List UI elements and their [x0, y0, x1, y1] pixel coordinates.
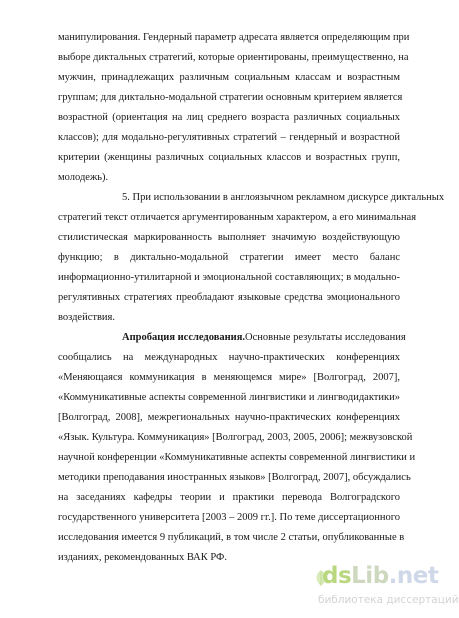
text-line: возрастной (ориентация на лиц среднего возраста различных социальных [58, 112, 400, 123]
logo-ds: ds [322, 563, 352, 589]
text-line: воздействия. [58, 312, 115, 323]
text-line: «Язык. Культура. Коммуникация» [Волгоград, 2003, 2005, 2006]; межвузовской [58, 432, 413, 443]
dslib-watermark [318, 563, 459, 618]
text-line: научной конференции «Коммуникативные аспекты современной лингвистики и [58, 452, 416, 463]
paragraph-first-line [122, 328, 406, 348]
watermark-logo [322, 563, 438, 589]
text-line: регулятивных стратегиях преобладают языковые средства эмоционального [58, 292, 400, 303]
text-line: стилистическая маркированность выполняет значимую воздействующую [58, 232, 400, 243]
logo-lib: Lib [351, 563, 389, 589]
text-line: «Коммуникативные аспекты современной лингвистики и лингводидактики» [58, 392, 400, 403]
text-line: государственного университета [2003 – 2009 гг.]. По теме диссертационного [58, 512, 400, 523]
logo-net: .net [388, 563, 439, 589]
text-line: информационно-утилитарной и эмоциональной составляющих; в модально- [58, 272, 400, 283]
watermark-subtitle: библиотека диссертаций [318, 594, 459, 606]
text-line: выборе диктальных стратегий, которые ориентированы, преимущественно, на [58, 52, 409, 63]
text-line: манипулирования. Гендерный параметр адресата является определяющим при [58, 32, 410, 43]
text-line: исследования имеется 9 публикаций, в том числе 2 статьи, опубликованные в [58, 532, 405, 543]
text-line: стратегий текст отличается аргументированным характером, а его минимальная [58, 212, 417, 223]
text-line: мужчин, принадлежащих различным социальным классам и возрастным [58, 72, 400, 83]
section-heading: Апробация исследования. [122, 332, 246, 343]
paragraph-first-line: 5. При использовании в англоязычном рекламном дискурсе диктальных [122, 192, 445, 203]
text-line: «Меняющаяся коммуникация в меняющемся мире» [Волгоград, 2007], [58, 372, 400, 383]
text-line: функцию; в диктально-модальной стратегии имеет место баланс [58, 252, 400, 263]
text-line: группам; для диктально-модальной стратегии основным критерием является [58, 92, 403, 103]
text-line: сообщались на международных научно-практических конференциях [58, 352, 400, 363]
heading-continuation: Основные результаты исследования [245, 332, 406, 343]
text-line: молодежь). [58, 172, 109, 183]
text-line: изданиях, рекомендованных ВАК РФ. [58, 552, 227, 563]
text-line: методики преподавания иностранных языков» [Волгоград, 2007], обсуждались [58, 472, 411, 483]
text-line: классов); для модально-регулятивных стратегий – гендерный и возрастной [58, 132, 400, 143]
text-line: критерии (женщины различных социальных классов и возрастных групп, [58, 152, 400, 163]
text-line: на заседаниях кафедры теории и практики перевода Волгоградского [58, 492, 400, 503]
text-line: [Волгоград, 2008], межрегиональных научно-практических конференциях [58, 412, 400, 423]
